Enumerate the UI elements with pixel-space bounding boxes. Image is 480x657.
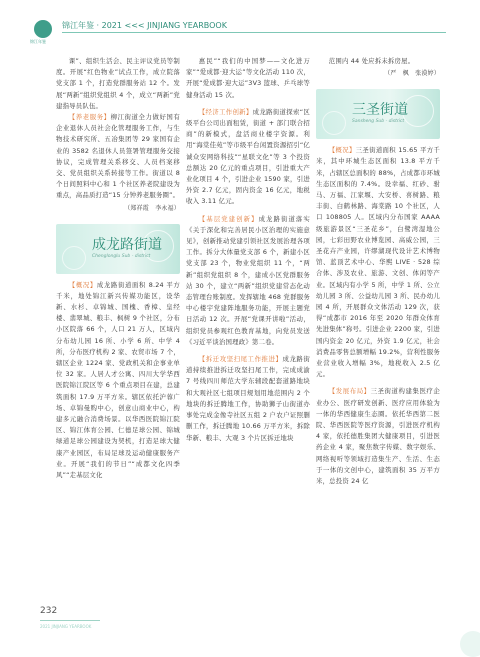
header-divider <box>62 32 446 33</box>
section-title: 三圣街道 <box>352 102 408 119</box>
paragraph-text: 三圣街道面积 15.65 平方千米，其中环城生态区面积 13.8 平方千米，占辖区总面积的 88%，占成都市环城生态区面积的 7.4%。设幸福、红砂、驸马、万福、江家堰、大安桥、喜树路、粮丰街、白鹤林路、海棠路 10 个社区，人口 108805 人。区域内分布国家 AAAA 级旅游景区“三圣花乡”，白鹭湾湿地公园，七彩田野农业博览园、高威公园，三圣花卉产业园，许缪湖现代设计艺术博物馆、蓝顶艺术中心、华熙 LIVE · 528 综合体、涉及农业、旅游、文创、体闲等产业。区域内有小学 5 所，中学 1 所、公立幼儿园 3 所、公益幼儿园 3 所、民办幼儿园 4 所，开展群众文体活动 129 次，获得“成都市 2016 年至 2020 年群众体育先进集体”称号。引进企业 2200 家，引进国内资金 20 亿元，外资 1.9 亿元，社会消费品零售总额增幅 19.2%，营利性服务业营业收入增幅 3%，地税收入 2.5 亿元。 <box>316 146 440 379</box>
paragraph-text: 成龙路街道落实《关于深化和完善居民小区治理的实施意见》，创新推动党建引领社区发展治理各项工作。拆分大体量党支部 6 个，新建小区党支部 23 个，物业党组织 11 个，“两新”组织党组织 8 个，建成小区党群服务站 30 个，建立“两新”组织党建常态化动态管理台账制度。发挥辖地 468 党群服务中心楼宇党建阵地服务功能，开展主题党日活动 12 次。开展“党课开讲啦”活动，组织党员参观红色教育基地，向党员发送《习近平谈治国理政》第二卷。 <box>186 214 310 346</box>
paragraph: 课”、组织生活会、民主评议党员等制度。开展“红色物业”试点工作，成立院落党支部 1 个，打造党群服务站 12 个。发展“两新”组织党组织 4 个，成立“两新”党建指导员队伍。 <box>56 57 180 110</box>
paragraph-demolition <box>186 354 310 444</box>
column-middle <box>186 56 310 444</box>
paragraph-text: 三圣街道构建集医疗企业办公、医疗研发创新、医疗应用体验为一体的华西健康生态圈。依托华西第二医院、华西医院等医疗资源，引进医疗机构 4 家，依托德胜集团大健康项目，引进医药企业 4 家，聚焦数字传媒、数字娱乐、网络视听等领域打造集生产、生活、生态于一体的文创中心，建筑面积 35 万平方米，总投资 24 亿 <box>316 387 440 486</box>
section-subtitle: Chenglonglu Sub - district <box>92 253 151 259</box>
paragraph-text: 柳江街道全力做好国有企业退休人员社会化管理服务工作，与生物技术研究所、五冶集团等 29 家国有企业的 3582 名退休人员签署管理服务交接协议，完成管理关系移交、人员档案移交、党员组织关系转接等工作。街道以 8 个日间照料中心和 1 个社区养老院建设为重点，高品质打造“15 分钟养老服务圈”。 <box>56 113 180 200</box>
paragraph-text: 成龙路街道持续推进拆迁攻坚扫尾工作，完成成渝 7 号线四川师范大学东辅段配套道路地块和大观社区七组项目规划用地范围内 2 个地块的拆迁腾地工作，协助狮子山街道办事处完成金像寺社区五组 2 户农户证照删删工作，拆迁腾地 10.66 万平方米，拆除华新、粮丰、大观 3 个片区拆迁地块 <box>186 355 310 442</box>
logo-caption: 锦江年鉴 <box>30 39 46 44</box>
section-banner-sansheng <box>316 89 440 139</box>
paragraph-text: 成龙路街道面积 8.24 平方千米，地处锦江新兴传媒功能区，设华新、水杉、卓锦城、国槐、香樟、皇经楼、翡翠城、粮丰、枫树 9 个社区，分布小区院落 66 个，人口 21 万人，区域内分布幼儿园 16 所、小学 6 所、中学 4 所，分布医疗机构 2 家、农贸市场 7 个，辖区企业 1224 家、党政机关和企事业单位 32 家。人居人才公寓、四川大学华西医院锦江院区等 6 个重点项目在建，总建筑面积 17.9 万平方米。辖区依托沪蓉广场、卓锦曼购中心，创意山商业中心，构建多元融合消费场景。以华西医院锦江院区、锦江体育公园、仁德足球公园、锦城绿道足球公园建设为契机，打造足球大健康产业园区，布局足球及运动健康服务产业。开展“我们的节日”“成都文化四季风”“走基层文化 <box>56 280 180 480</box>
paragraph-development <box>316 386 440 487</box>
decorative-ring-icon <box>62 246 86 270</box>
author-signature: （严 枫 张漠婷） <box>384 70 440 78</box>
section-tag: 【拆迁攻坚扫尾工作推进】 <box>198 355 283 364</box>
section-tag: 【概况】 <box>328 146 356 155</box>
paragraph-economy <box>186 107 310 208</box>
column-left <box>56 56 180 481</box>
page-number: 232 <box>40 606 58 616</box>
section-tag: 【基层党建创新】 <box>198 214 259 223</box>
section-banner-chenglonglu <box>56 224 180 274</box>
section-tag: 【养老服务】 <box>68 113 111 122</box>
decorative-ring-icon <box>322 111 346 135</box>
paragraph-overview <box>316 145 440 380</box>
paragraph-text: 成龙路街道探索“区级平台公司出面租赁，街道 + 部门联合招商”的新模式，盘活商业楼宇资源。利用“海棠佳苑”等市级平台闲置资源招引“亿诚众安网络科技”“星联文化”等 3 个投资总额达 20 亿元的重点项目，引进重大产业化项目 4 个，引进企业 1590 家，引进外资 2.7 亿元，固内资金 16 亿元，地税收入 3.11 亿元。 <box>186 107 310 206</box>
footer-caption: 2021 JINJIANG YEARBOOK <box>40 624 92 629</box>
section-tag: 【发展布局】 <box>328 387 371 396</box>
column-right <box>316 56 440 487</box>
footer-divider <box>40 620 100 621</box>
paragraph-elderly-service <box>56 112 180 202</box>
paragraph-party-building <box>186 214 310 348</box>
page-header <box>0 0 480 48</box>
yearbook-logo-icon <box>34 20 52 38</box>
section-subtitle: Sansheng Sub - district <box>352 119 405 125</box>
corner-decoration-icon <box>460 631 480 657</box>
running-header-title: 锦江年鉴 · 2021 <<< JINJIANG YEARBOOK <box>62 21 227 30</box>
paragraph: 范围内 44 处应拆未拆房屋。 <box>328 57 415 65</box>
section-title: 成龙路街道 <box>92 236 162 253</box>
paragraph: 惠民”“我们的中国梦——文化进万家”“爱成都·迎大运”等文化活动 110 次，开展“爱成都·迎大运”3V3 篮球、乒乓球等健身活动 15 次。 <box>186 57 310 99</box>
section-tag: 【经济工作创新】 <box>198 107 253 116</box>
author-signature: （郑祥霞 李永福） <box>124 204 180 212</box>
section-tag: 【概况】 <box>68 280 97 289</box>
paragraph-overview <box>56 280 180 482</box>
